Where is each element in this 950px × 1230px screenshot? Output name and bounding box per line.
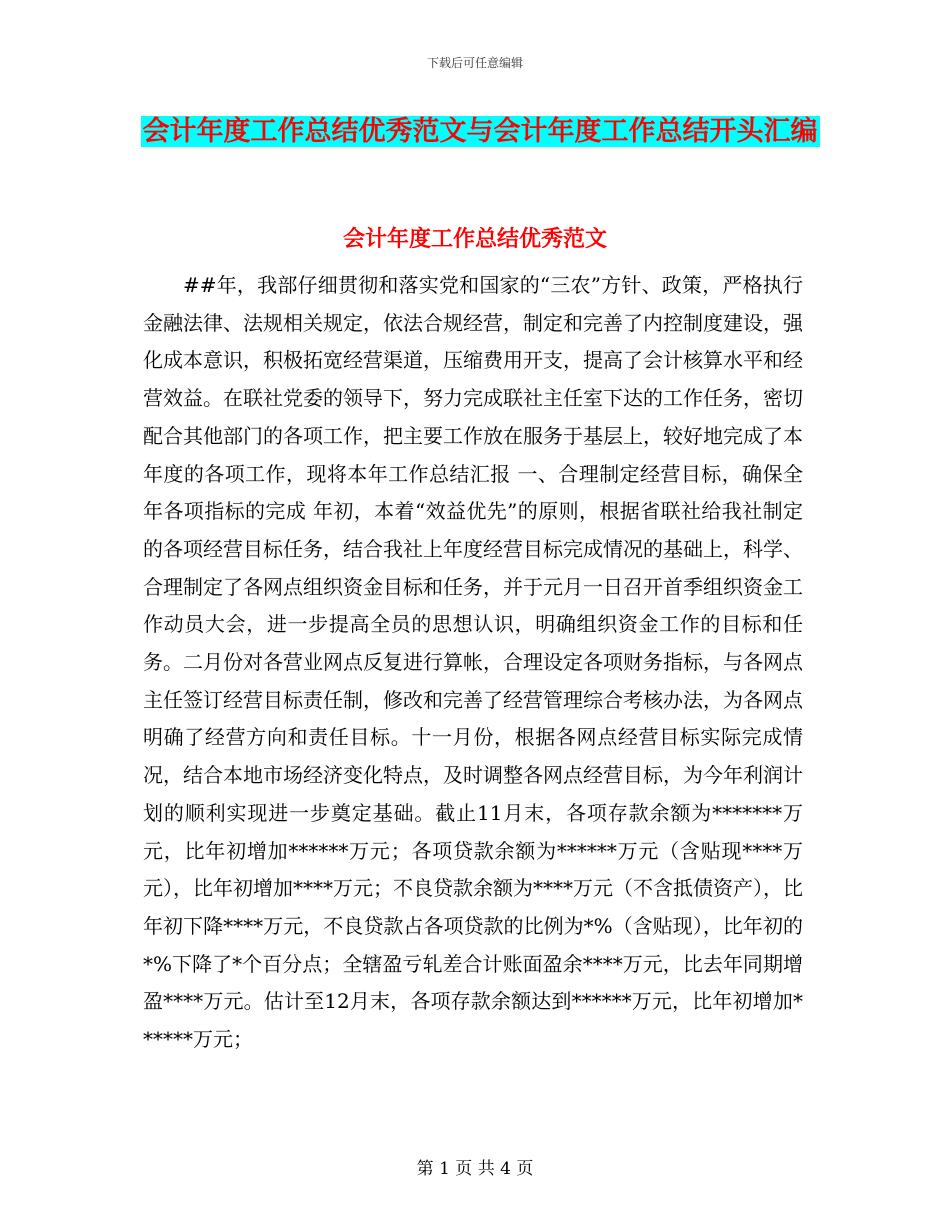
page-footer: 第 1 页 共 4 页 <box>416 1159 534 1179</box>
body-paragraph: ##年，我部仔细贯彻和落实党和国家的“三农”方针、政策，严格执行金融法律、法规相关规定，依法合规经营，制定和完善了内控制度建设，强化成本意识，积极拓宽经营渠道，压缩费用开支，提高了会计核算水平和经营效益。在联社党委的领导下，努力完成联社主任室下达的工作任务，密切配合其他部门的各项工作，把主要工作放在服务于基层上，较好地完成了本年度的各项工作，现将本年工作总结汇报 一、合理制定经营目标，确保全年各项指标的完成 年初，本着“效益优先”的原则，根据省联社给我社制定的各项经营目标任务，结合我社上年度经营目标完成情况的基础上，科学、合理制定了各网点组织资金目标和任务，并于元月一日召开首季组织资金工作动员大会，进一步提高全员的思想认识，明确组织资金工作的目标和任务。二月份对各营业网点反复进行算帐，合理设定各项财务指标，与各网点主任签订经营目标责任制，修改和完善了经营管理综合考核办法，为各网点明确了经营方向和责任目标。十一月份，根据各网点经营目标实际完成情况，结合本地市场经济变化特点，及时调整各网点经营目标，为今年利润计划的顺利实现进一步奠定基础。截止11月末，各项存款余额为*******万元，比年初增加******万元；各项贷款余额为******万元（含贴现****万元），比年初增加****万元；不良贷款余额为****万元（不含抵债资产），比年初下降****万元，不良贷款占各项贷款的比例为*%（含贴现），比年初的*%下降了*个百分点；全辖盈亏轧差合计账面盈余****万元，比去年同期增盈****万元。估计至12月末，各项存款余额达到******万元，比年初增加******万元； <box>143 273 803 1052</box>
document-title <box>140 108 820 155</box>
page-header-note: 下载后可任意编辑 <box>426 56 523 70</box>
section-title: 会计年度工作总结优秀范文 <box>342 226 607 252</box>
document-title-text: 会计年度工作总结优秀范文与会计年度工作总结开头汇编 <box>142 116 818 147</box>
